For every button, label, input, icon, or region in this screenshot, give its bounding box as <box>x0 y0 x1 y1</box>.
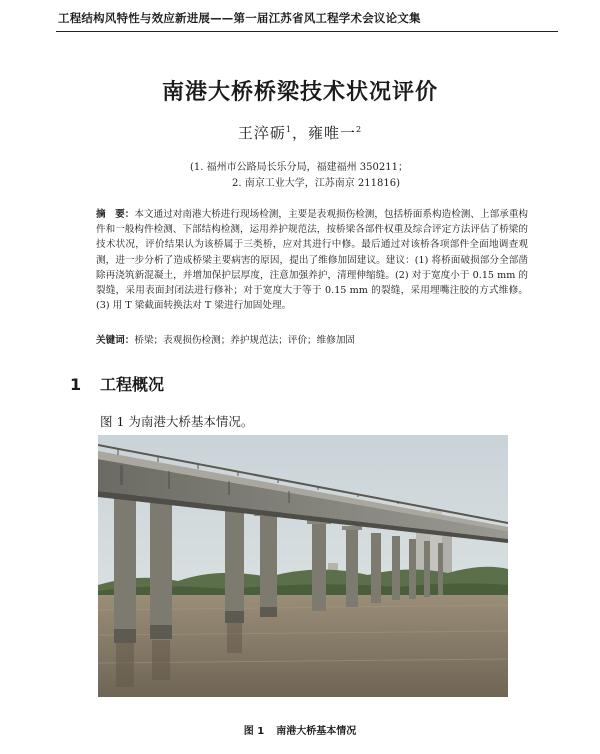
section-heading <box>70 372 164 395</box>
affiliation-line: (1. 福州市公路局长乐分局，福建福州 350211； <box>190 162 408 173</box>
abstract-line: 承重构件和一般构件检测、下部结构检测，运用养护规范法，按桥梁各部件权重及综合评定方法 <box>96 209 529 236</box>
section-title: 工程概况 <box>100 375 165 394</box>
author-line <box>0 122 600 143</box>
keywords-label: 关键词： <box>96 335 135 346</box>
abstract-line: 项部件全面地调查观测，进一步分析了造成桥梁主要病害的原因，提出了维修加固建议。建议： <box>96 239 529 266</box>
author-name: 王淬砺 <box>237 124 286 142</box>
abstract-label: 摘 要： <box>96 209 135 220</box>
abstract-line: 裂缝，采用埋嘴注胶的方式维修。(3) 用 T 梁截面转换法对 T 梁进行加固处理。 <box>96 285 528 312</box>
affiliation-line: 2. 南京工业大学，江苏南京 211816) <box>232 178 400 189</box>
keywords-text: 桥梁；表观损伤检测；养护规范法；评价；维修加固 <box>134 335 356 346</box>
abstract-line: (2) 对于宽度小于 0.15 mm 的裂缝，采用表面封闭法进行修补；对于宽度大于等于 0.15 mm 的 <box>96 269 529 297</box>
bridge-photo <box>98 435 508 697</box>
abstract-line: 本文通过对南港大桥进行现场检测，主要是表观损伤检测，包括桥面系构造检测、上部 <box>134 209 500 220</box>
section-number: 1 <box>70 375 82 394</box>
body-paragraph: 图 1 为南港大桥基本情况。 <box>100 414 254 429</box>
abstract <box>96 207 528 313</box>
header-rule <box>56 31 558 32</box>
figure-caption-text: 南港大桥基本情况 <box>276 726 357 737</box>
abstract-line: 评估了桥梁的技术状况，评价结果认为该桥属于三类桥，应对其进行中修。最后通过对该桥各 <box>96 224 529 251</box>
abstract-line: (1) 将桥面破损部分全部凿除再浇筑新混凝土，并增加保护层厚度，注意加强养护，清理伸缩缝。 <box>96 254 528 281</box>
author-affil-mark: 2 <box>356 125 363 134</box>
paper-title: 南港大桥桥梁技术状况评价 <box>161 79 438 105</box>
author-separator: ， <box>291 124 308 142</box>
author-affil-mark: 1 <box>285 125 292 134</box>
figure-number: 图 1 <box>243 726 265 737</box>
figure-caption <box>0 722 600 737</box>
author-name: 雍唯一 <box>308 124 357 142</box>
keywords <box>96 332 528 346</box>
running-head: 工程结构风特性与效应新进展——第一届江苏省风工程学术会议论文集 <box>58 11 421 25</box>
